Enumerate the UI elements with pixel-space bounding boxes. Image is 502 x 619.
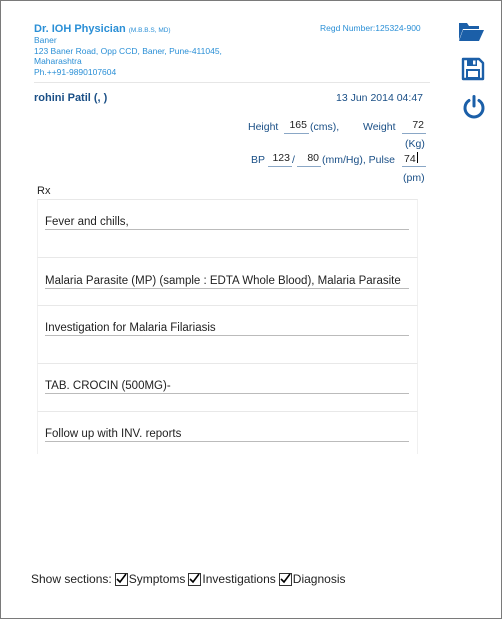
patient-name: rohini Patil (, ) <box>34 92 108 104</box>
tests-section[interactable] <box>37 257 418 305</box>
diagnosis-checkbox-label[interactable]: Diagnosis <box>292 572 346 586</box>
folder-open-icon[interactable] <box>457 20 485 48</box>
bp-label: BP <box>251 154 266 166</box>
header-divider <box>34 82 430 83</box>
symptoms-checkbox[interactable] <box>115 573 128 586</box>
investigations-checkbox-label[interactable]: Investigations <box>202 572 276 586</box>
medication-text[interactable]: TAB. CROCIN (500MG)- <box>45 380 409 394</box>
bp-unit-pulse-label: (mm/Hg), Pulse <box>322 154 395 166</box>
weight-input[interactable]: 72 <box>402 119 426 134</box>
address-line-2: 123 Baner Road, Opp CCD, Baner, Pune-411045, <box>34 45 222 56</box>
show-sections-label: Show sections: <box>31 572 112 586</box>
text-cursor <box>417 152 418 163</box>
investigations-section[interactable] <box>37 305 418 363</box>
symptoms-text[interactable]: Fever and chills, <box>45 216 409 230</box>
followup-text[interactable]: Follow up with INV. reports <box>45 428 409 442</box>
registration-number: Regd Number:125324-900 <box>320 23 421 33</box>
rx-label: Rx <box>37 185 51 197</box>
height-input[interactable]: 165 <box>284 119 309 134</box>
symptoms-checkbox-label[interactable]: Symptoms <box>128 572 186 586</box>
bp-separator: / <box>292 154 295 166</box>
pulse-value: 74 <box>404 153 416 165</box>
tests-text[interactable]: Malaria Parasite (MP) (sample : EDTA Whole Blood), Malaria Parasite <box>45 275 409 289</box>
doctor-name-text: Dr. IOH Physician <box>34 23 126 35</box>
address-line-1: Baner <box>34 35 57 45</box>
pulse-input[interactable] <box>402 152 426 167</box>
show-sections-bar <box>31 572 346 586</box>
weight-unit: (Kg) <box>405 138 425 150</box>
symptoms-section[interactable] <box>37 199 418 257</box>
diagnosis-checkbox[interactable] <box>279 573 292 586</box>
investigations-checkbox[interactable] <box>188 573 201 586</box>
weight-label: Weight <box>363 121 396 133</box>
visit-datetime: 13 Jun 2014 04:47 <box>336 92 423 104</box>
bp-diastolic-input[interactable]: 80 <box>297 152 321 167</box>
followup-section[interactable] <box>37 411 418 454</box>
address-line-3: Maharashtra <box>34 56 82 66</box>
floppy-disk-icon[interactable] <box>461 57 489 85</box>
height-unit: (cms), <box>310 121 340 133</box>
doctor-phone: Ph.++91-9890107604 <box>34 66 117 77</box>
power-icon[interactable] <box>461 94 489 122</box>
bp-systolic-input[interactable]: 123 <box>268 152 292 167</box>
doctor-qualifications: (M.B.B.S, MD) <box>128 27 171 34</box>
height-label: Height <box>248 121 279 133</box>
medication-section[interactable] <box>37 363 418 411</box>
pulse-unit: (pm) <box>403 172 425 184</box>
investigations-text[interactable]: Investigation for Malaria Filariasis <box>45 322 409 336</box>
